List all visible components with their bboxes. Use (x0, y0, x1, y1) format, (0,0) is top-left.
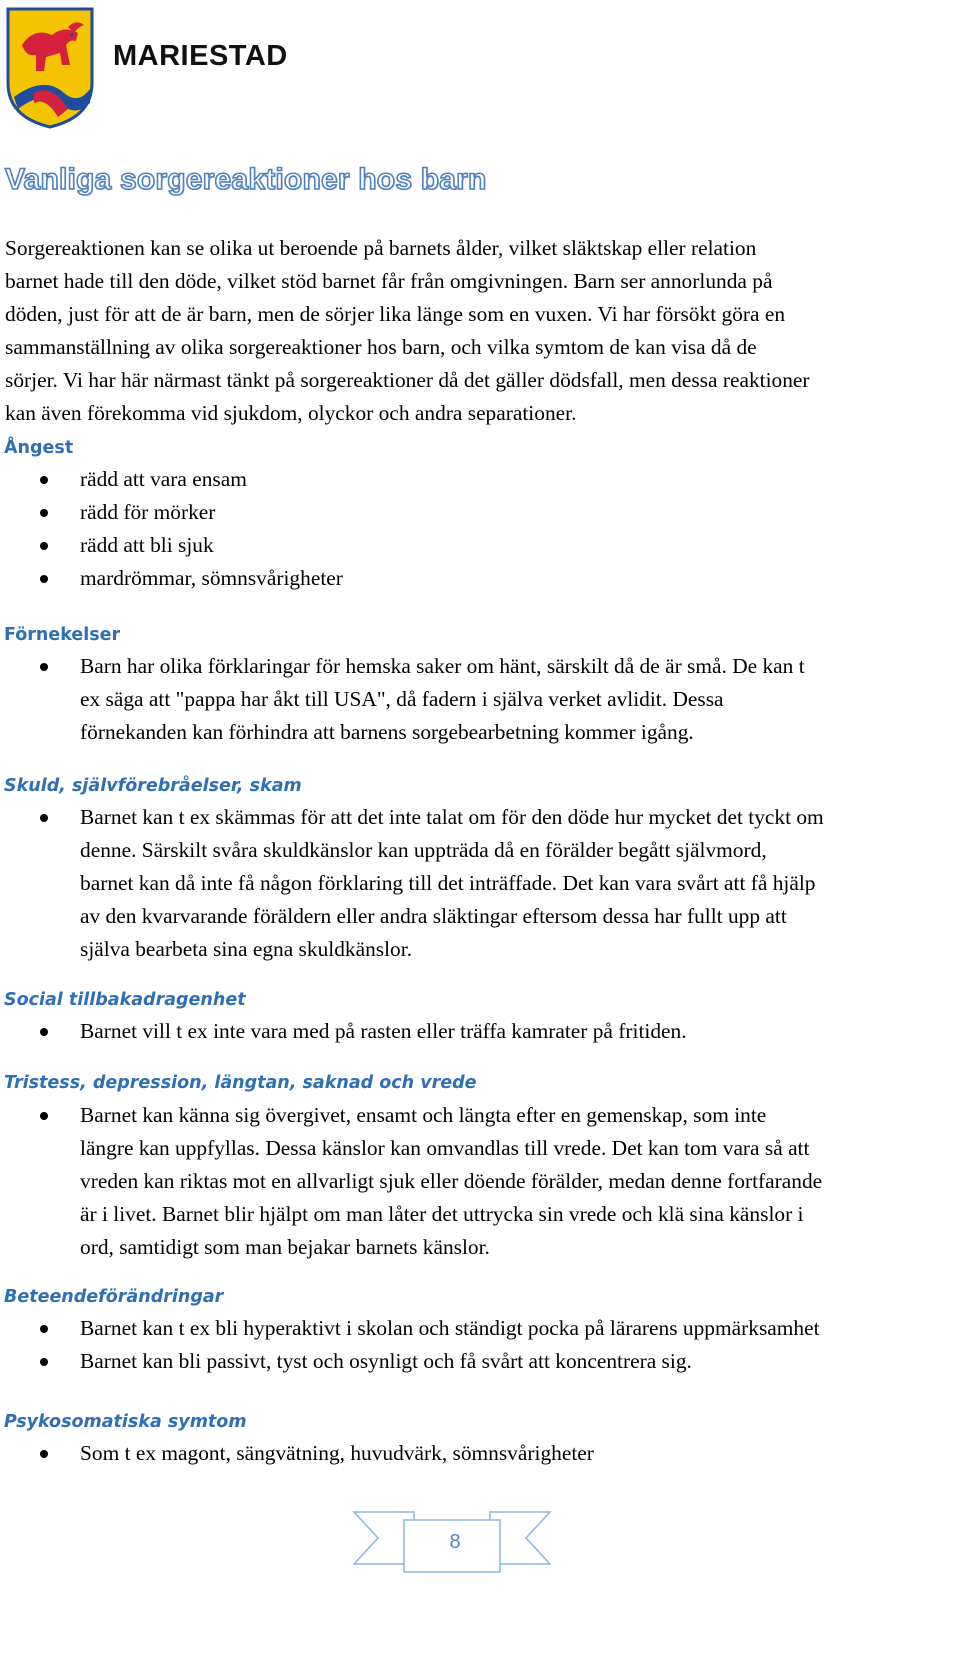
intro-line: sörjer. Vi har här närmast tänkt på sorgereaktioner då det gäller dödsfall, men dessa reaktioner (5, 368, 810, 392)
section-list-social (0, 1015, 960, 1048)
bullet-icon (40, 575, 48, 583)
list-item-text: ex säga att "pappa har åkt till USA", då fadern i själva verket avlidit. Dessa (80, 687, 724, 711)
list-item (0, 1345, 960, 1378)
list-item-text: rädd för mörker (80, 500, 216, 524)
list-item (0, 1099, 960, 1264)
bullet-icon (40, 1358, 48, 1366)
list-item-text: Barnet kan bli passivt, tyst och osynligt och få svårt att koncentrera sig. (80, 1349, 692, 1373)
list-item (0, 529, 960, 562)
list-item-text: Barnet kan känna sig övergivet, ensamt och längta efter en gemenskap, som inte (80, 1103, 767, 1127)
page-title: Vanliga sorgereaktioner hos barn (5, 163, 487, 196)
section-list-beteende (0, 1312, 960, 1378)
list-item-text: denne. Särskilt svåra skuldkänslor kan uppträda då en förälder begått självmord, (80, 838, 767, 862)
list-item-text: rädd att vara ensam (80, 467, 247, 491)
intro-line: kan även förekomma vid sjukdom, olyckor och andra separationer. (5, 401, 577, 425)
section-heading-angest: Ångest (4, 438, 74, 458)
list-item-text: Barnet kan t ex bli hyperaktivt i skolan och ständigt pocka på lärarens uppmärksamhet (80, 1316, 820, 1340)
list-item (0, 1437, 960, 1470)
page-number: 8 (449, 1531, 461, 1553)
list-item-text: ord, samtidigt som man bejakar barnets känslor. (80, 1235, 490, 1259)
section-heading-fornekelser: Förnekelser (4, 625, 121, 645)
list-item-text: Som t ex magont, sängvätning, huvudvärk, sömnsvårigheter (80, 1441, 594, 1465)
list-item-text: Barnet vill t ex inte vara med på rasten eller träffa kamrater på fritiden. (80, 1019, 687, 1043)
bullet-icon (40, 1450, 48, 1458)
bullet-icon (40, 1112, 48, 1120)
section-heading-skuld: Skuld, självförebråelser, skam (4, 776, 302, 796)
list-item-text: rädd att bli sjuk (80, 533, 214, 557)
list-item-text: förnekanden kan förhindra att barnens sorgebearbetning kommer igång. (80, 720, 694, 744)
section-list-fornekelser (0, 650, 960, 749)
section-list-psykosomatiska (0, 1437, 960, 1470)
bullet-icon (40, 814, 48, 822)
section-list-skuld (0, 801, 960, 966)
brand-name: MARIESTAD (113, 40, 288, 72)
bullet-icon (40, 509, 48, 517)
intro-line: barnet hade till den döde, vilket stöd barnet får från omgivningen. Barn ser annorlunda på (5, 269, 773, 293)
list-item-text: mardrömmar, sömnsvårigheter (80, 566, 343, 590)
list-item (0, 1312, 960, 1345)
list-item-text: Barn har olika förklaringar för hemska saker om hänt, särskilt då de är små. De kan t (80, 654, 805, 678)
list-item-text: Barnet kan t ex skämmas för att det inte talat om för den döde hur mycket det tyckt om (80, 805, 824, 829)
section-heading-psykosomatiska: Psykosomatiska symtom (4, 1412, 247, 1432)
list-item-text: är i livet. Barnet blir hjälpt om man låter det uttrycka sin vrede och klä sina känslor i (80, 1202, 804, 1226)
section-heading-social: Social tillbakadragenhet (4, 990, 246, 1010)
mariestad-coat-of-arms-icon (4, 5, 96, 130)
list-item (0, 496, 960, 529)
list-item (0, 1015, 960, 1048)
list-item-text: av den kvarvarande föräldern eller andra släktingar eftersom dessa har fullt upp att (80, 904, 787, 928)
bullet-icon (40, 476, 48, 484)
list-item (0, 463, 960, 496)
intro-paragraph (5, 232, 960, 430)
intro-line: sammanställning av olika sorgereaktioner hos barn, och vilka symtom de kan visa då de (5, 335, 757, 359)
list-item-text: själva bearbeta sina egna skuldkänslor. (80, 937, 413, 961)
list-item (0, 801, 960, 966)
list-item-text: vreden kan riktas mot en allvarligt sjuk eller döende förälder, medan denne fortfarande (80, 1169, 823, 1193)
bullet-icon (40, 1325, 48, 1333)
section-list-tristess (0, 1099, 960, 1264)
list-item (0, 650, 960, 749)
list-item-text: barnet kan då inte få någon förklaring till det inträffade. Det kan vara svårt att få hjälp (80, 871, 816, 895)
bullet-icon (40, 542, 48, 550)
intro-line: döden, just för att de är barn, men de sörjer lika länge som en vuxen. Vi har försökt göra en (5, 302, 786, 326)
section-heading-tristess: Tristess, depression, längtan, saknad och vrede (4, 1073, 477, 1093)
list-item-text: längre kan uppfyllas. Dessa känslor kan omvandlas till vrede. Det kan tom vara så att (80, 1136, 810, 1160)
section-heading-beteende: Beteendeförändringar (4, 1287, 224, 1307)
list-item (0, 562, 960, 595)
section-list-angest (0, 463, 960, 595)
intro-line: Sorgereaktionen kan se olika ut beroende på barnets ålder, vilket släktskap eller relation (5, 236, 757, 260)
bullet-icon (40, 1028, 48, 1036)
bullet-icon (40, 663, 48, 671)
